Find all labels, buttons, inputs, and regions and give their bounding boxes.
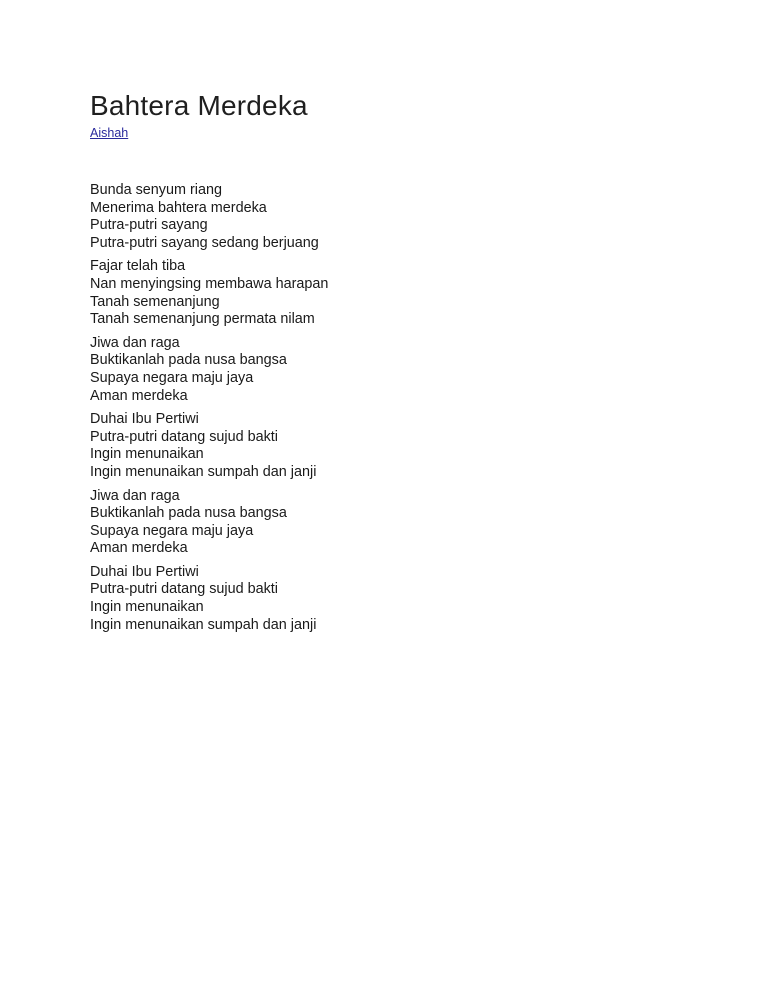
lyric-line: Aman merdeka	[90, 387, 188, 404]
lyric-line: Buktikanlah pada nusa bangsa	[90, 352, 287, 369]
lyric-line: Ingin menunaikan sumpah dan janji	[90, 463, 317, 480]
stanza-5	[90, 488, 690, 558]
lyric-line: Buktikanlah pada nusa bangsa	[90, 505, 287, 522]
lyric-line: Bunda senyum riang	[90, 182, 222, 198]
lyric-line: Supaya negara maju jaya	[90, 369, 254, 386]
lyric-line: Putra-putri sayang sedang berjuang	[90, 234, 319, 251]
stanza-1	[90, 182, 690, 252]
lyric-line: Aman merdeka	[90, 540, 188, 557]
lyric-line: Ingin menunaikan	[90, 446, 204, 463]
lyrics-body	[90, 182, 690, 634]
lyric-line: Jiwa dan raga	[90, 487, 180, 504]
lyric-line: Tanah semenanjung	[90, 293, 220, 310]
author-link[interactable]: Aishah	[90, 126, 129, 140]
stanza-6	[90, 564, 690, 634]
lyric-line: Ingin menunaikan	[90, 599, 204, 616]
stanza-2	[90, 258, 690, 328]
lyric-line: Putra-putri sayang	[90, 217, 208, 234]
document-page	[90, 88, 690, 640]
lyric-line: Jiwa dan raga	[90, 334, 180, 351]
lyric-line: Fajar telah tiba	[90, 258, 186, 275]
lyric-line: Nan menyingsing membawa harapan	[90, 275, 329, 292]
lyric-line: Menerima bahtera merdeka	[90, 199, 267, 216]
lyric-line: Tanah semenanjung permata nilam	[90, 311, 315, 328]
lyric-line: Duhai Ibu Pertiwi	[90, 563, 199, 580]
page-title: Bahtera Merdeka	[90, 90, 308, 121]
lyric-line: Putra-putri datang sujud bakti	[90, 428, 278, 445]
stanza-4	[90, 411, 690, 481]
stanza-3	[90, 335, 690, 405]
lyric-line: Duhai Ibu Pertiwi	[90, 411, 199, 428]
lyric-line: Putra-putri datang sujud bakti	[90, 581, 278, 598]
lyric-line: Ingin menunaikan sumpah dan janji	[90, 616, 317, 633]
lyric-line: Supaya negara maju jaya	[90, 522, 254, 539]
